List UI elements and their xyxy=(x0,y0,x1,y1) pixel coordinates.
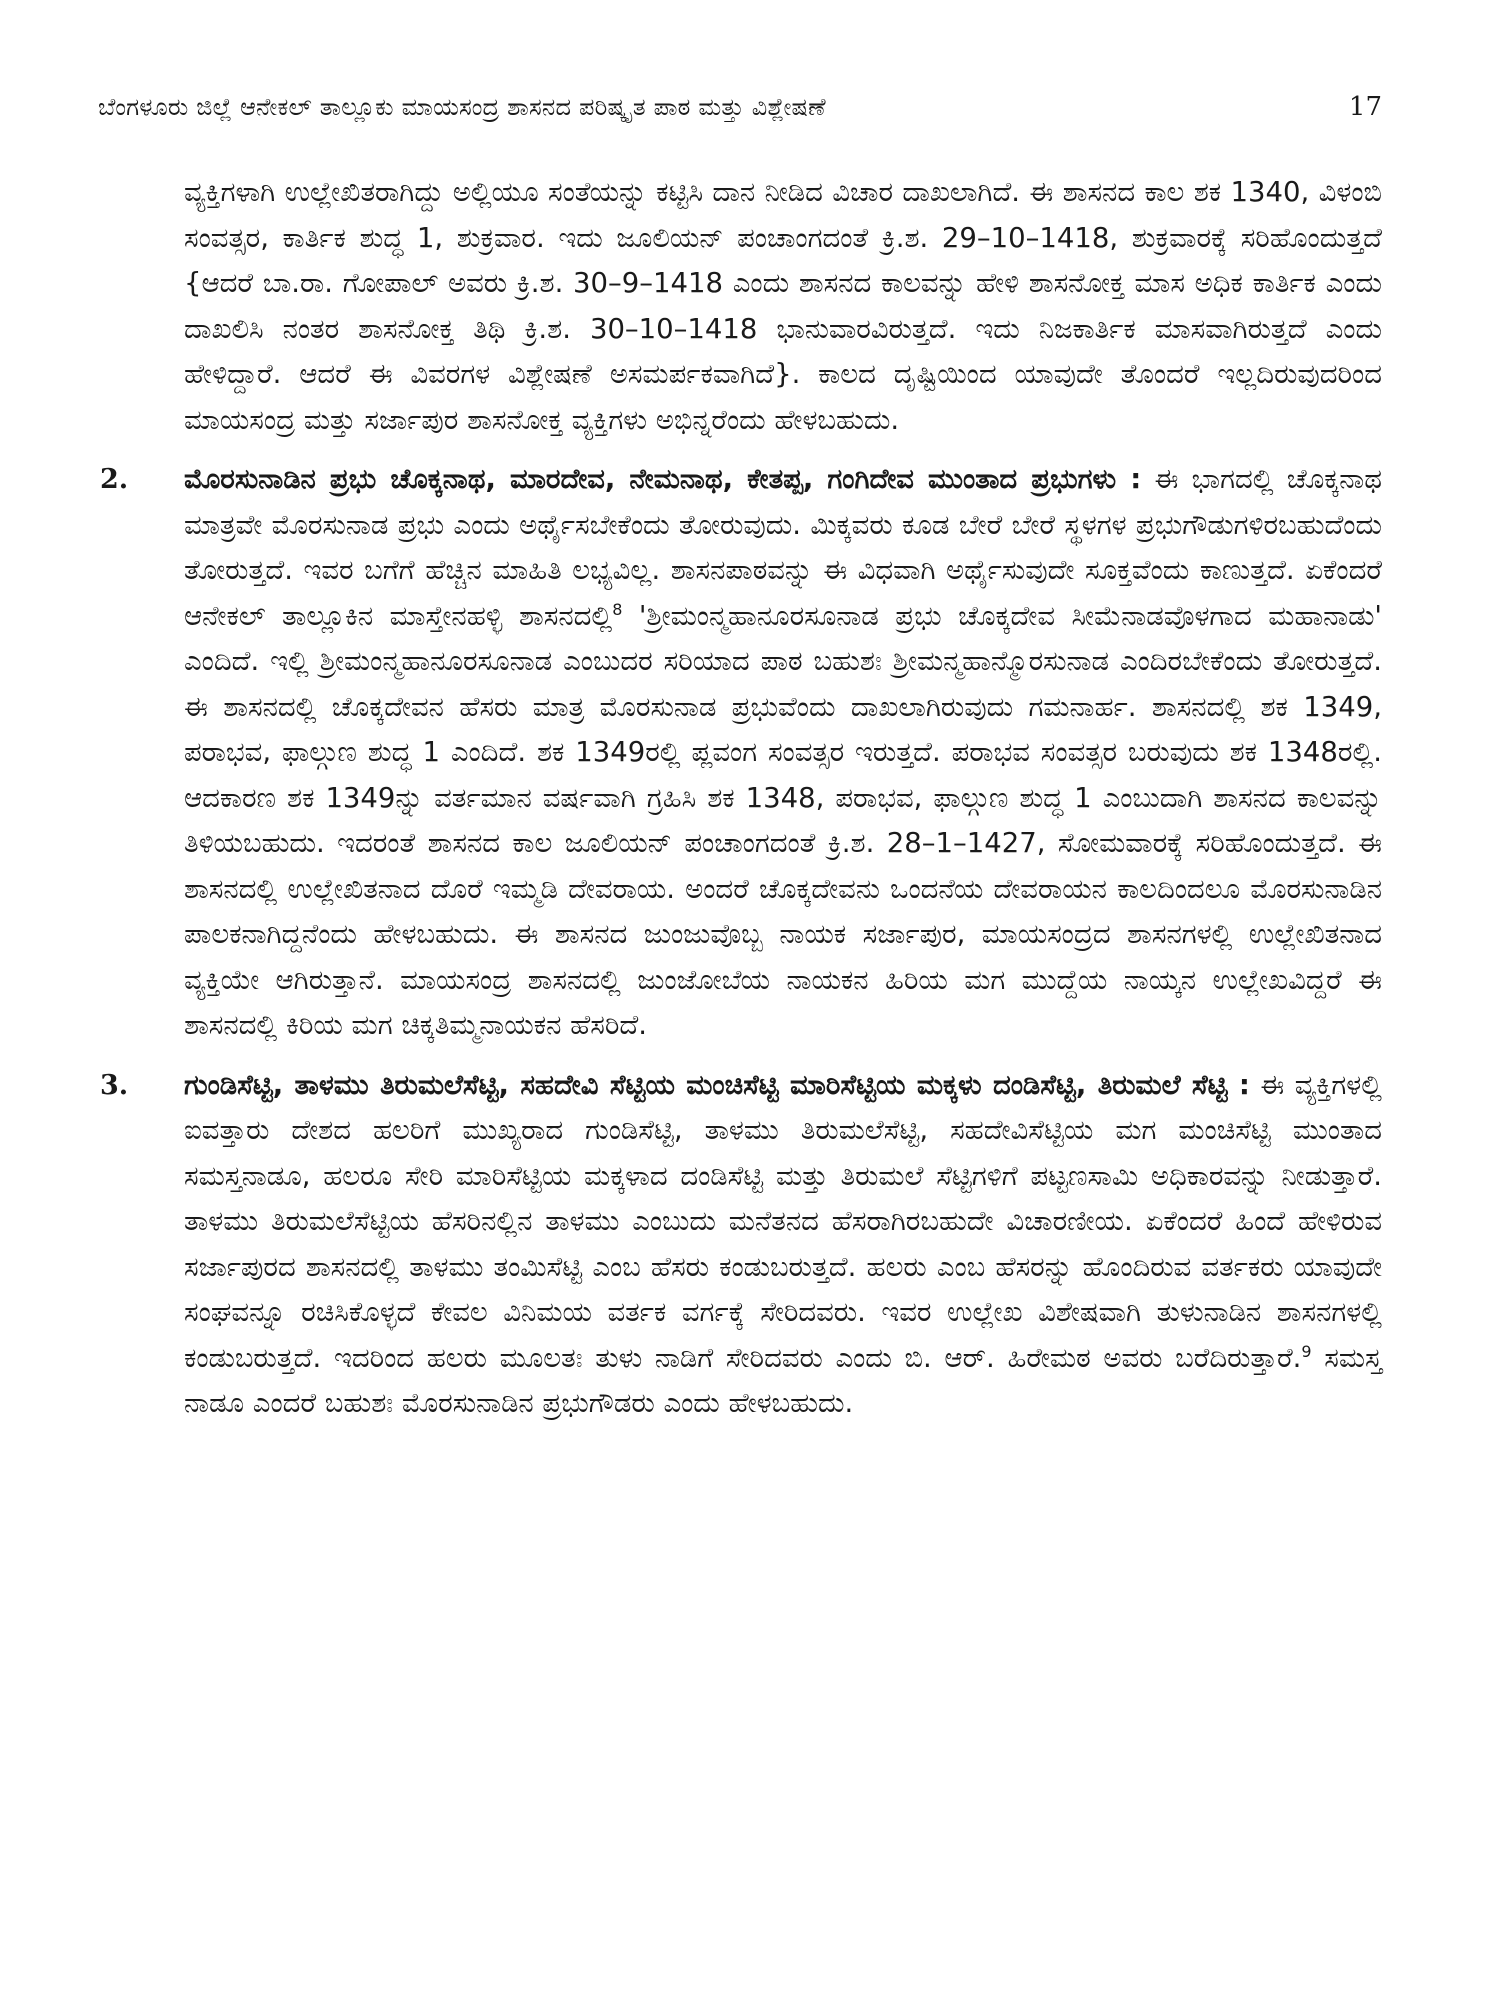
section-number: 3. xyxy=(100,1069,129,1101)
section-heading: ಗುಂಡಿಸೆಟ್ಟಿ, ತಾಳಮು ತಿರುಮಲೆಸೆಟ್ಟಿ, ಸಹದೇವಿ ಸೆಟ್ಟಿಯ ಮಂಚಿಸೆಟ್ಟಿ ಮಾರಿಸೆಟ್ಟಿಯ ಮಕ್ಕಳು ದಂಡಿಸೆಟ್ಟಿ, ತಿರುಮಲೆ ಸೆಟ್ಟಿ : xyxy=(184,1068,1250,1101)
section-body-part-a: ಈ ವ್ಯಕ್ತಿಗಳಲ್ಲಿ ಐವತ್ತಾರು ದೇಶದ ಹಲರಿಗೆ ಮುಖ್ಯರಾದ ಗುಂಡಿಸೆಟ್ಟಿ, ತಾಳಮು ತಿರುಮಲೆಸೆಟ್ಟಿ, ಸಹದೇವಿಸೆಟ್ಟಿಯ ಮಗ ಮಂಚಿಸೆಟ್ಟಿ ಮುಂತಾದ ಸಮಸ್ತನಾಡೂ, ಹಲರೂ ಸೇರಿ ಮಾರಿಸೆಟ್ಟಿಯ ಮಕ್ಕಳಾದ ದಂಡಿಸೆಟ್ಟಿ ಮತ್ತು ತಿರುಮಲೆ ಸೆಟ್ಟಿಗಳಿಗೆ ಪಟ್ಟಣಸಾಮಿ ಅಧಿಕಾರವನ್ನು ನೀಡುತ್ತಾರೆ. ತಾಳಮು ತಿರುಮಲೆಸೆಟ್ಟಿಯ ಹೆಸರಿನಲ್ಲಿನ ತಾಳಮು ಎಂಬುದು ಮನೆತನದ ಹೆಸರಾಗಿರಬಹುದೇ ವಿಚಾರಣೀಯ. ಏಕೆಂದರೆ ಹಿಂದೆ ಹೇಳಿರುವ ಸರ್ಜಾಪುರದ ಶಾಸನದಲ್ಲಿ ತಾಳಮು ತಂಮಿಸೆಟ್ಟಿ ಎಂಬ ಹೆಸರು ಕಂಡುಬರುತ್ತದೆ. ಹಲರು ಎಂಬ ಹೆಸರನ್ನು ಹೊಂದಿರುವ ವರ್ತಕರು ಯಾವುದೇ ಸಂಘವನ್ನೂ ರಚಿಸಿಕೊಳ್ಳದೆ ಕೇವಲ ವಿನಿಮಯ ವರ್ತಕ ವರ್ಗಕ್ಕೆ ಸೇರಿದವರು. ಇವರ ಉಲ್ಲೇಖ ವಿಶೇಷವಾಗಿ ತುಳುನಾಡಿನ ಶಾಸನಗಳಲ್ಲಿ ಕಂಡುಬರುತ್ತದೆ. ಇದರಿಂದ ಹಲರು ಮೂಲತಃ ತುಳು ನಾಡಿಗೆ ಸೇರಿದವರು ಎಂದು ಬಿ. ಆರ್. ಹಿರೇಮಠ ಅವರು ಬರೆದಿರುತ್ತಾರೆ. xyxy=(184,1068,1382,1374)
section-body-part-b: 'ಶ್ರೀಮಂನ್ಮಹಾನೂರಸೂನಾಡ ಪ್ರಭು ಚೊಕ್ಕದೇವ ಸೀಮೆನಾಡವೊಳಗಾದ ಮಹಾನಾಡು' ಎಂದಿದೆ. ಇಲ್ಲಿ ಶ್ರೀಮಂನ್ಮಹಾನೂರಸೂನಾಡ ಎಂಬುದರ ಸರಿಯಾದ ಪಾಠ ಬಹುಶಃ ಶ್ರೀಮನ್ಮಹಾನ್ಮೊರಸುನಾಡ ಎಂದಿರಬೇಕೆಂದು ತೋರುತ್ತದೆ. ಈ ಶಾಸನದಲ್ಲಿ ಚೊಕ್ಕದೇವನ ಹೆಸರು ಮಾತ್ರ ಮೊರಸುನಾಡ ಪ್ರಭುವೆಂದು ದಾಖಲಾಗಿರುವುದು ಗಮನಾರ್ಹ. ಶಾಸನದಲ್ಲಿ ಶಕ 1349, ಪರಾಭವ, ಫಾಲ್ಗುಣ ಶುದ್ಧ 1 ಎಂದಿದೆ. ಶಕ 1349ರಲ್ಲಿ ಪ್ಲವಂಗ ಸಂವತ್ಸರ ಇರುತ್ತದೆ. ಪರಾಭವ ಸಂವತ್ಸರ ಬರುವುದು ಶಕ 1348ರಲ್ಲಿ. ಆದಕಾರಣ ಶಕ 1349ನ್ನು ವರ್ತಮಾನ ವರ್ಷವಾಗಿ ಗ್ರಹಿಸಿ ಶಕ 1348, ಪರಾಭವ, ಫಾಲ್ಗುಣ ಶುದ್ಧ 1 ಎಂಬುದಾಗಿ ಶಾಸನದ ಕಾಲವನ್ನು ತಿಳಿಯಬಹುದು. ಇದರಂತೆ ಶಾಸನದ ಕಾಲ ಜೂಲಿಯನ್ ಪಂಚಾಂಗದಂತೆ ಕ್ರಿ.ಶ. 28–1–1427, ಸೋಮವಾರಕ್ಕೆ ಸರಿಹೊಂದುತ್ತದೆ. ಈ ಶಾಸನದಲ್ಲಿ ಉಲ್ಲೇಖಿತನಾದ ದೊರೆ ಇಮ್ಮಡಿ ದೇವರಾಯ. ಅಂದರೆ ಚೊಕ್ಕದೇವನು ಒಂದನೆಯ ದೇವರಾಯನ ಕಾಲದಿಂದಲೂ ಮೊರಸುನಾಡಿನ ಪಾಲಕನಾಗಿದ್ದನೆಂದು ಹೇಳಬಹುದು. ಈ ಶಾಸನದ ಜುಂಜುವೊಬ್ಬ ನಾಯಕ ಸರ್ಜಾಪುರ, ಮಾಯಸಂದ್ರದ ಶಾಸನಗಳಲ್ಲಿ ಉಲ್ಲೇಖಿತನಾದ ವ್ಯಕ್ತಿಯೇ ಆಗಿರುತ್ತಾನೆ. ಮಾಯಸಂದ್ರ ಶಾಸನದಲ್ಲಿ ಜುಂಜೋಬೆಯ ನಾಯಕನ ಹಿರಿಯ ಮಗ ಮುದ್ದೆಯ ನಾಯ್ಕನ ಉಲ್ಲೇಖವಿದ್ದರೆ ಈ ಶಾಸನದಲ್ಲಿ ಕಿರಿಯ ಮಗ ಚಿಕ್ಕತಿಮ್ಮನಾಯಕನ ಹೆಸರಿದೆ. xyxy=(184,599,1382,1041)
section-2 xyxy=(100,457,1382,1049)
page-number: 17 xyxy=(1348,92,1382,122)
section-3 xyxy=(100,1063,1382,1427)
footnote-reference: 9 xyxy=(1301,1341,1312,1361)
section-heading: ಮೊರಸುನಾಡಿನ ಪ್ರಭು ಚೊಕ್ಕನಾಥ, ಮಾರದೇವ, ನೇಮನಾಥ, ಕೇತಪ್ಪ, ಗಂಗಿದೇವ ಮುಂತಾದ ಪ್ರಭುಗಳು : xyxy=(184,463,1142,495)
intro-paragraph: ವ್ಯಕ್ತಿಗಳಾಗಿ ಉಲ್ಲೇಖಿತರಾಗಿದ್ದು ಅಲ್ಲಿಯೂ ಸಂತೆಯನ್ನು ಕಟ್ಟಿಸಿ ದಾನ ನೀಡಿದ ವಿಚಾರ ದಾಖಲಾಗಿದೆ. ಈ ಶಾಸನದ ಕಾಲ ಶಕ 1340, ವಿಳಂಬಿ ಸಂವತ್ಸರ, ಕಾರ್ತಿಕ ಶುದ್ಧ 1, ಶುಕ್ರವಾರ. ಇದು ಜೂಲಿಯನ್ ಪಂಚಾಂಗದಂತೆ ಕ್ರಿ.ಶ. 29–10–1418, ಶುಕ್ರವಾರಕ್ಕೆ ಸರಿಹೊಂದುತ್ತದೆ {ಆದರೆ ಬಾ.ರಾ. ಗೋಪಾಲ್ ಅವರು ಕ್ರಿ.ಶ. 30–9–1418 ಎಂದು ಶಾಸನದ ಕಾಲವನ್ನು ಹೇಳಿ ಶಾಸನೋಕ್ತ ಮಾಸ ಅಧಿಕ ಕಾರ್ತಿಕ ಎಂದು ದಾಖಲಿಸಿ ನಂತರ ಶಾಸನೋಕ್ತ ತಿಥಿ ಕ್ರಿ.ಶ. 30–10–1418 ಭಾನುವಾರವಿರುತ್ತದೆ. ಇದು ನಿಜಕಾರ್ತಿಕ ಮಾಸವಾಗಿರುತ್ತದೆ ಎಂದು ಹೇಳಿದ್ದಾರೆ. ಆದರೆ ಈ ವಿವರಗಳ ವಿಶ್ಲೇಷಣೆ ಅಸಮರ್ಪಕವಾಗಿದೆ}. ಕಾಲದ ದೃಷ್ಟಿಯಿಂದ ಯಾವುದೇ ತೊಂದರೆ ಇಲ್ಲದಿರುವುದರಿಂದ ಮಾಯಸಂದ್ರ ಮತ್ತು ಸರ್ಜಾಪುರ ಶಾಸನೋಕ್ತ ವ್ಯಕ್ತಿಗಳು ಅಭಿನ್ನರೆಂದು ಹೇಳಬಹುದು. xyxy=(184,176,1382,436)
running-header-title: ಬೆಂಗಳೂರು ಜಿಲ್ಲೆ ಆನೇಕಲ್ ತಾಲ್ಲೂಕು ಮಾಯಸಂದ್ರ ಶಾಸನದ ಪರಿಷ್ಕೃತ ಪಾಠ ಮತ್ತು ವಿಶ್ಲೇಷಣೆ xyxy=(98,93,826,121)
footnote-reference: 8 xyxy=(612,599,623,619)
section-paragraph xyxy=(184,457,1382,1049)
section-body-part-a: ಈ ಭಾಗದಲ್ಲಿ ಚೊಕ್ಕನಾಥ ಮಾತ್ರವೇ ಮೊರಸುನಾಡ ಪ್ರಭು ಎಂದು ಅರ್ಥೈಸಬೇಕೆಂದು ತೋರುವುದು. ಮಿಕ್ಕವರು ಕೂಡ ಬೇರೆ ಬೇರೆ ಸ್ಥಳಗಳ ಪ್ರಭುಗೌಡುಗಳಿರಬಹುದೆಂದು ತೋರುತ್ತದೆ. ಇವರ ಬಗೆಗೆ ಹೆಚ್ಚಿನ ಮಾಹಿತಿ ಲಭ್ಯವಿಲ್ಲ. ಶಾಸನಪಾಠವನ್ನು ಈ ವಿಧವಾಗಿ ಅರ್ಥೈಸುವುದೇ ಸೂಕ್ತವೆಂದು ಕಾಣುತ್ತದೆ. ಏಕೆಂದರೆ ಆನೇಕಲ್ ತಾಲ್ಲೂಕಿನ ಮಾಸ್ತೇನಹಳ್ಳಿ ಶಾಸನದಲ್ಲಿ xyxy=(184,463,1382,632)
section-paragraph xyxy=(184,1063,1382,1427)
section-body-part-b: ಸಮಸ್ತ ನಾಡೂ ಎಂದರೆ ಬಹುಶಃ ಮೊರಸುನಾಡಿನ ಪ್ರಭುಗೌಡರು ಎಂದು ಹೇಳಬಹುದು. xyxy=(184,1341,1382,1419)
section-number: 2. xyxy=(100,464,129,495)
body-text xyxy=(100,170,1382,1427)
